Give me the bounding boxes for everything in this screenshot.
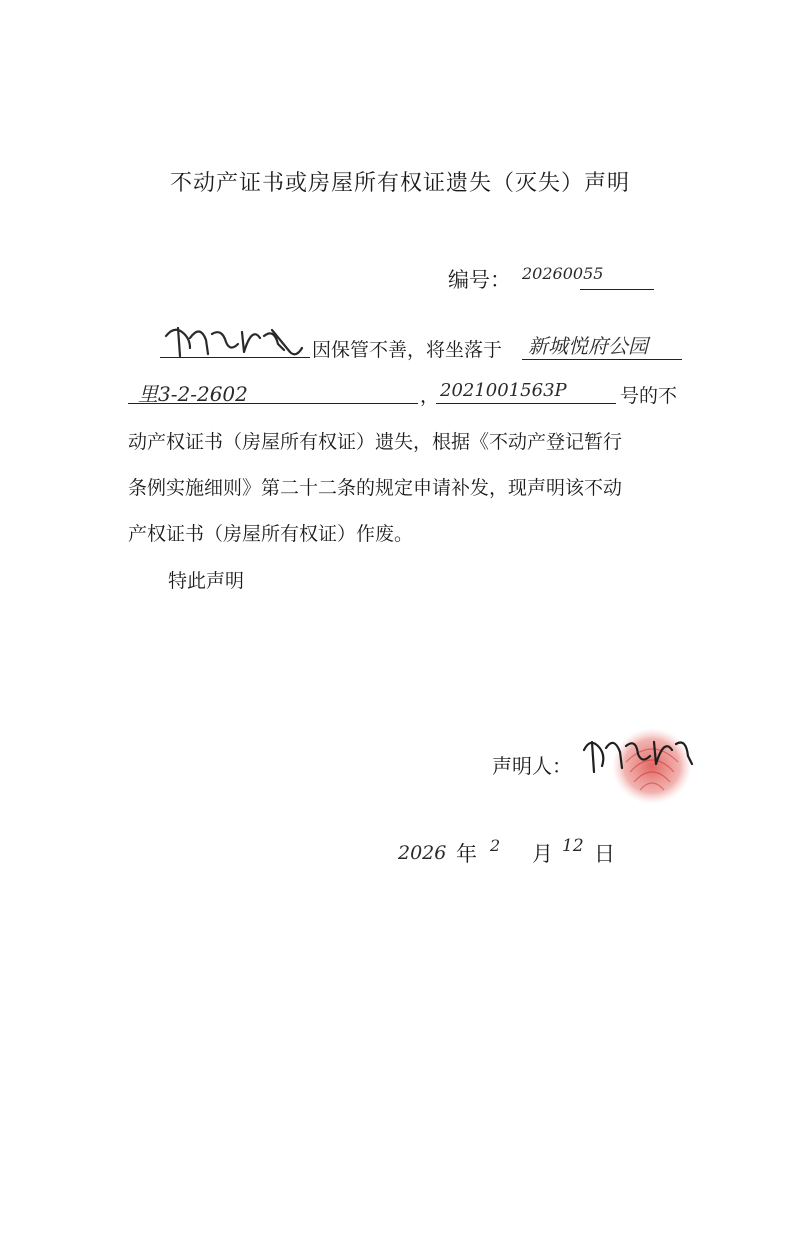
name-underline — [160, 357, 310, 358]
date-year-label: 年 — [456, 842, 477, 866]
body-line-4: 条例实施细则》第二十二条的规定申请补发，现声明该不动 — [128, 477, 623, 499]
certificate-number: 2021001563P — [440, 380, 567, 401]
date-day: 12 — [562, 836, 584, 856]
date-month: 2 — [490, 836, 501, 855]
closing-text: 特此声明 — [168, 570, 245, 592]
date-day-label: 日 — [594, 842, 615, 866]
text-hao: 号的不 — [620, 385, 678, 407]
body-line-5: 产权证书（房屋所有权证）作废。 — [128, 523, 414, 545]
document-title: 不动产证书或房屋所有权证遗失（灭失）声明 — [169, 171, 630, 196]
comma: ， — [420, 385, 440, 407]
declarant-label: 声明人： — [492, 754, 572, 778]
serial-label: 编号： — [448, 268, 511, 292]
declarant-signature-handwriting — [578, 728, 696, 780]
body-line-3: 动产权证书（房屋所有权证）遗失，根据《不动产登记暂行 — [128, 431, 623, 453]
date-year: 2026 — [398, 842, 447, 864]
serial-underline — [580, 289, 654, 290]
signature-name — [1, 1, 4, 2]
location-part2: 里3-2-2602 — [138, 382, 248, 406]
date-month-label: 月 — [532, 842, 553, 866]
serial-number: 20260055 — [522, 264, 604, 283]
location-part1: 新城悦府公园 — [528, 334, 648, 358]
text-after-name: 因保管不善，将坐落于 — [312, 339, 503, 361]
certificate-underline — [436, 403, 616, 404]
location-underline-1 — [522, 359, 682, 360]
holder-name-handwriting — [160, 318, 310, 362]
location-underline-2 — [128, 403, 418, 404]
